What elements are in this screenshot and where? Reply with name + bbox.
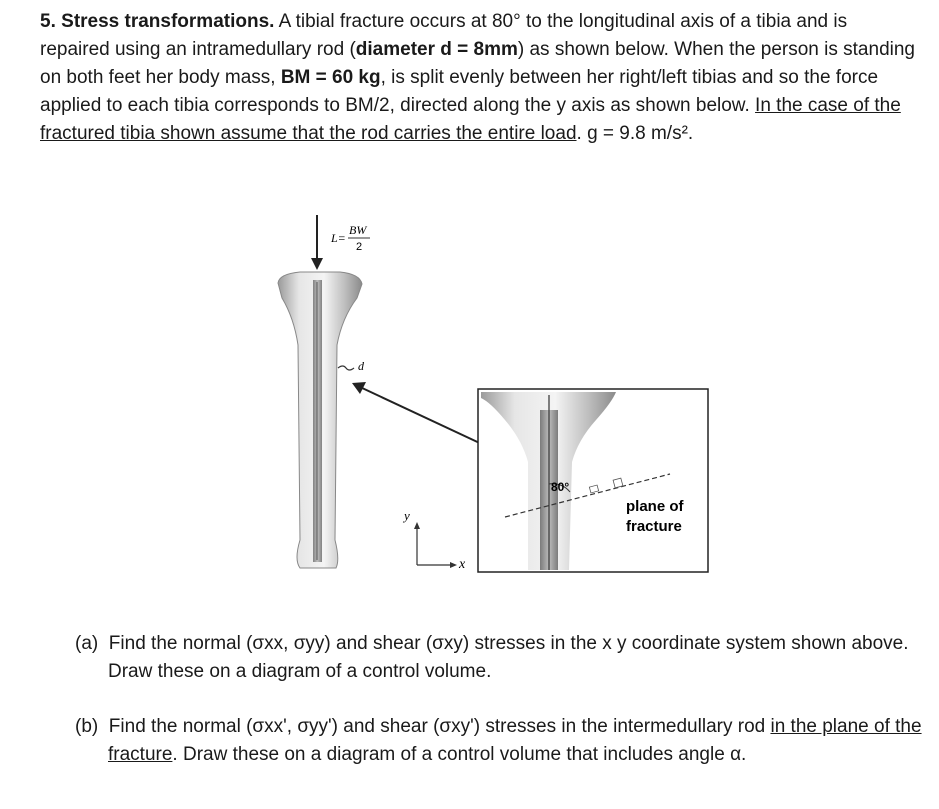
part-b-label: (b) bbox=[75, 716, 99, 737]
part-a-label: (a) bbox=[75, 633, 99, 654]
part-b bbox=[75, 713, 925, 769]
coordinate-axes bbox=[414, 522, 457, 568]
load-assumption: In the case of the fractured tibia shown assume that the rod carries the entire load bbox=[40, 95, 901, 144]
load-numerator: BW bbox=[349, 223, 367, 237]
diameter-label: d bbox=[358, 359, 364, 373]
body-mass: BM = 60 kg bbox=[280, 67, 381, 88]
problem-text-4: . g = 9.8 m/s². bbox=[576, 123, 694, 144]
rod-diameter: diameter d = 8mm bbox=[355, 39, 518, 60]
x-axis-label: x bbox=[459, 557, 466, 572]
part-b-text-2: . Draw these on a diagram of a control volume that includes angle α. bbox=[172, 744, 747, 765]
load-denominator: 2 bbox=[356, 241, 363, 253]
diameter-marker bbox=[338, 366, 354, 370]
part-b-text-1: Find the normal (σxx', σyy') and shear (σxy') stresses in the intermedullary rod bbox=[108, 716, 771, 737]
problem-text-3: , is split evenly between her right/left tibias and so the force applied to each tibia corresponds to BM/2, directed along the y axis as shown below. bbox=[40, 67, 879, 116]
part-b-fracture-plane: in the plane of the fracture bbox=[108, 716, 922, 765]
load-L-label: L= bbox=[331, 231, 346, 245]
plane-label-line2: fracture bbox=[626, 518, 682, 535]
fracture-inset bbox=[478, 389, 708, 572]
plane-label-line1: plane of bbox=[626, 498, 684, 515]
load-arrow bbox=[311, 215, 323, 270]
part-a-text: Find the normal (σxx, σyy) and shear (σxy) stresses in the x y coordinate system shown above. Draw these on a diagram of a control volume. bbox=[108, 633, 909, 682]
problem-text-1: A tibial fracture occurs at 80° to the longitudinal axis of a tibia and is repaired using an intramedullary rod ( bbox=[40, 11, 848, 60]
y-axis-label: y bbox=[404, 508, 410, 523]
inset-pointer-arrow bbox=[352, 382, 486, 446]
problem-title: Stress transformations. bbox=[61, 11, 275, 32]
tibia-bone bbox=[278, 272, 362, 568]
problem-text-2: ) as shown below. When the person is standing on both feet her body mass, bbox=[40, 39, 915, 88]
part-a bbox=[75, 630, 925, 686]
problem-number: 5. bbox=[40, 11, 56, 32]
fracture-angle: 80° bbox=[551, 480, 570, 494]
